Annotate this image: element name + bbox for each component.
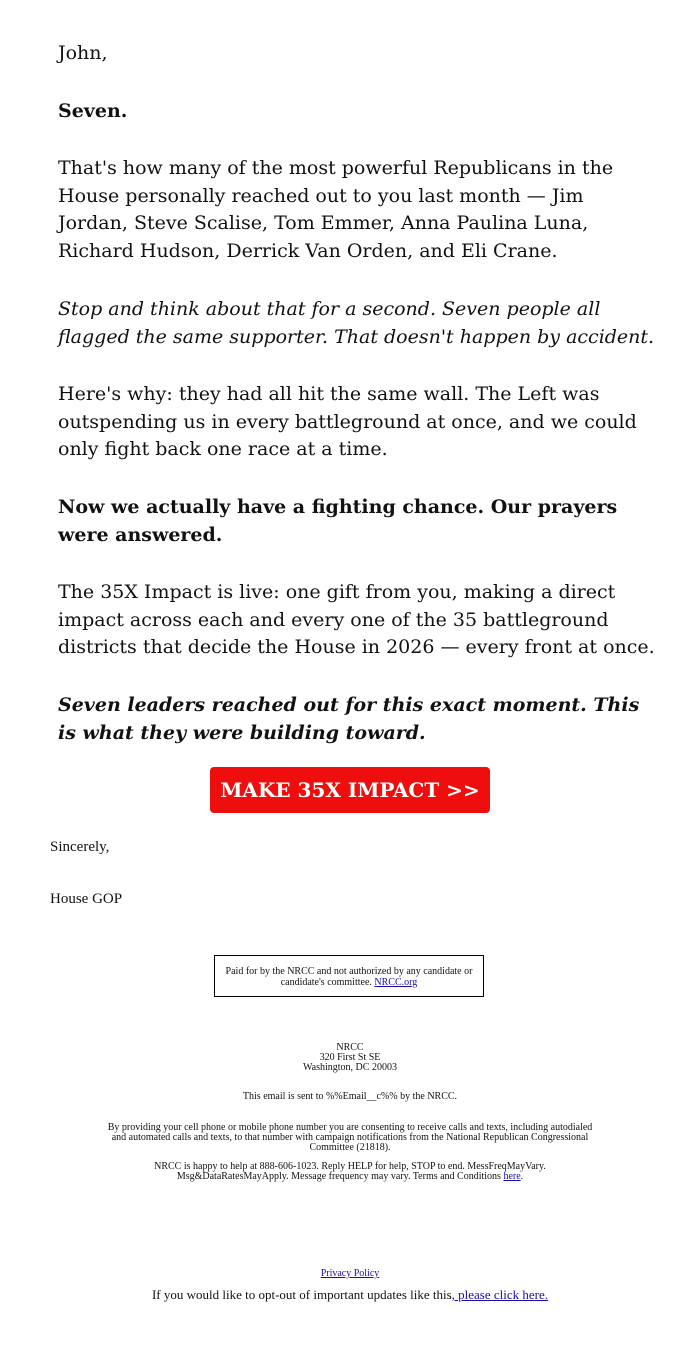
- paragraph-1: That's how many of the most powerful Republicans in the House personally reached out to you last month — Jim Jordan, Steve Scalise, Tom Emmer, Anna Paulina Luna, Richard Hudson, Derrick Van Orden, and Eli Crane.: [58, 157, 614, 262]
- signoff: Sincerely,: [50, 839, 110, 855]
- privacy-row: [100, 1269, 600, 1279]
- help-notice: [100, 1162, 600, 1182]
- terms-link[interactable]: here: [503, 1171, 521, 1182]
- paragraph-5: The 35X Impact is live: one gift from you, making a direct impact across each and every one of the 35 battleground districts that decide the House in 2026 — every front at once.: [58, 581, 655, 658]
- consent-notice: By providing your cell phone or mobile phone number you are consenting to receive calls and texts, including autodialed and automated calls and texts, to that number with campaign notifications from the National Republican Congressional Committee (21818).: [107, 1122, 593, 1153]
- terms-period: .: [520, 1171, 524, 1182]
- paragraph-2: Stop and think about that for a second. Seven people all flagged the same supporter. That doesn't happen by accident.: [58, 298, 655, 348]
- org-name: NRCC: [336, 1042, 364, 1053]
- optout-row: [0, 1287, 700, 1303]
- paid-for-disclaimer: [214, 955, 484, 997]
- paid-for-text: Paid for by the NRCC and not authorized by any candidate or candidate's committee.: [225, 966, 473, 988]
- optout-link[interactable]: , please click here.: [451, 1287, 549, 1302]
- address-block: [100, 1043, 600, 1073]
- greeting: John,: [58, 42, 108, 64]
- address-line-2: Washington, DC 20003: [303, 1062, 397, 1073]
- paragraph-3: Here's why: they had all hit the same wall. The Left was outspending us in every battleground at once, and we could only fight back one race at a time.: [58, 383, 637, 460]
- sent-to-notice: This email is sent to %%Email__c%% by the NRCC.: [242, 1091, 458, 1102]
- paragraph-6: Seven leaders reached out for this exact moment. This is what they were building toward.: [58, 694, 640, 744]
- address-line-1: 320 First St SE: [319, 1052, 381, 1063]
- donate-button[interactable]: MAKE 35X IMPACT >>: [210, 767, 490, 813]
- help-text: NRCC is happy to help at 888-606-1023. Reply HELP for help, STOP to end. MessFreqMayVary. Msg&DataRatesMayApply. Message frequency may vary. Terms and Conditions: [154, 1161, 546, 1182]
- paragraph-4: Now we actually have a fighting chance. Our prayers were answered.: [58, 496, 618, 546]
- signature: House GOP: [50, 891, 123, 907]
- optout-text: If you would like to opt-out of important updates like this: [151, 1287, 452, 1302]
- nrcc-link[interactable]: NRCC.org: [374, 977, 418, 988]
- headline: Seven.: [58, 100, 128, 122]
- cta-container: [0, 767, 700, 813]
- privacy-policy-link[interactable]: Privacy Policy: [320, 1268, 380, 1279]
